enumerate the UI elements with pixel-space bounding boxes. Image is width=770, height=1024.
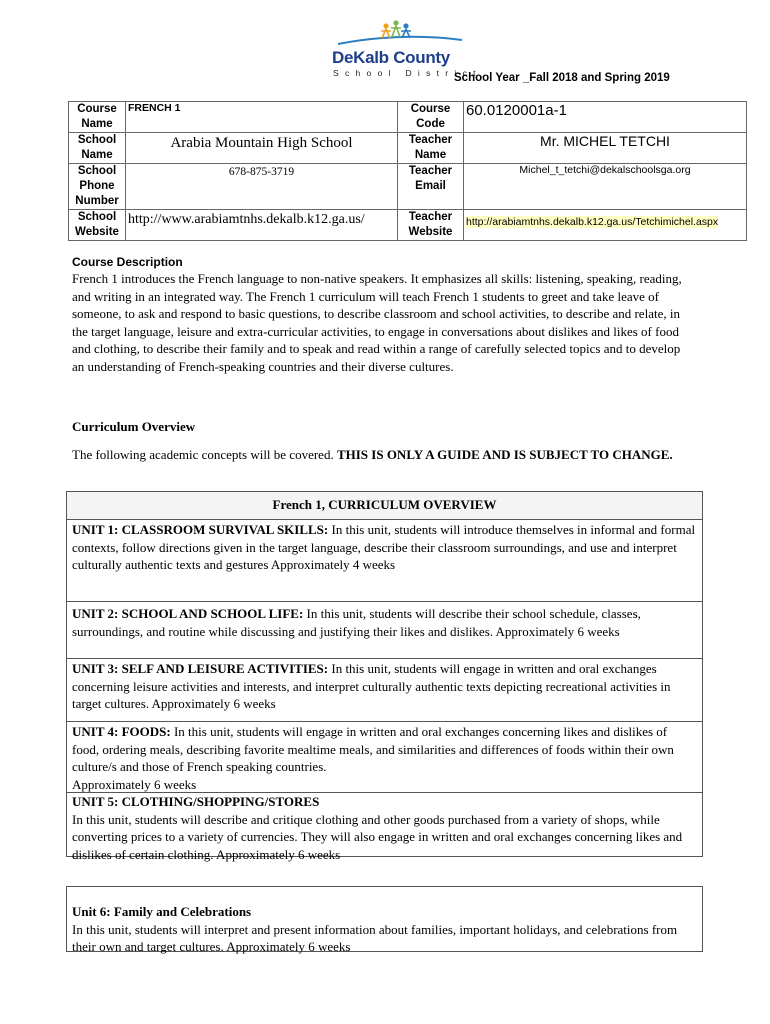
curriculum-overview-heading: Curriculum Overview — [72, 419, 196, 434]
unit-title: UNIT 4: FOODS: — [72, 724, 171, 739]
unit-row — [67, 601, 702, 658]
unit-6-box — [66, 886, 703, 952]
teacher-website-label: Teacher Website — [398, 210, 464, 241]
school-website-label: School Website — [69, 210, 126, 241]
school-phone: 678-875-3719 — [126, 164, 398, 210]
course-description-text: French 1 introduces the French language to non-native speakers. It emphasizes all skills: listening, speaking, reading, and writing in an integrated way. The French 1 curriculum will teach French 1 students to greet and take leave of someone, to ask and respond to basic questions, to describe classroom and school activities, to describe and relate, in the target language, leisure and extra-curricular activities, to engage in conversations about dislikes and likes of food and clothing, to describe their family and to speak and read within a range of carefully selected topics and to develop an understanding of French-speaking countries and their diverse cultures. — [72, 271, 682, 374]
unit-text: In this unit, students will describe and critique clothing and other goods purchased from a variety of shops, while converting prices to a variety of currencies. They will also engage in written and oral exchanges concerning likes and dislikes of certain clothing. Approximately 6 weeks — [72, 811, 683, 862]
course-code-label: Course Code — [398, 102, 464, 133]
course-name: FRENCH 1 — [126, 102, 398, 133]
unit-row — [67, 658, 702, 721]
course-description-heading: Course Description — [72, 255, 183, 269]
course-info-table — [68, 101, 747, 241]
school-year: School Year _Fall 2018 and Spring 2019 — [454, 72, 670, 84]
teacher-website-link[interactable]: http://arabiamtnhs.dekalb.k12.ga.us/Tetchimichel.aspx — [466, 216, 719, 228]
unit-title: UNIT 1: CLASSROOM SURVIVAL SKILLS: — [72, 522, 329, 537]
district-logo — [330, 18, 482, 80]
unit-text: In this unit, students will engage in written and oral exchanges concerning leisure activities and interests, and interpret culturally authentic texts depicting recreational activities in target cultures. Approximately 6 weeks — [72, 661, 671, 711]
logo-people-icon — [330, 18, 470, 48]
unit-text: In this unit, students will introduce themselves in informal and formal contexts, follow directions given in the target language, describe their classroom surroundings, and use and interpret culturally authentic texts and gestures Approximately 4 weeks — [72, 522, 696, 572]
unit-row — [67, 519, 702, 601]
teacher-email[interactable]: Michel_t_tetchi@dekalschoolsga.org — [464, 164, 747, 210]
intro-text: The following academic concepts will be covered. — [72, 447, 337, 462]
unit-title: Unit 6: Family and Celebrations — [72, 904, 252, 919]
curriculum-table-title: French 1, CURRICULUM OVERVIEW — [67, 492, 702, 519]
logo-subtitle: School District — [333, 68, 482, 78]
curriculum-table — [66, 491, 703, 862]
unit-row — [67, 792, 702, 862]
unit-text: In this unit, students will describe their school schedule, classes, surroundings, and routine while discussing and justifying their likes and dislikes. Approximately 6 weeks — [72, 606, 641, 639]
course-code: 60.0120001a-1 — [464, 102, 747, 133]
intro-disclaimer: THIS IS ONLY A GUIDE AND IS SUBJECT TO CHANGE. — [336, 447, 673, 462]
school-phone-label: School Phone Number — [69, 164, 126, 210]
course-name-label: Course Name — [69, 102, 126, 133]
teacher-name: Mr. MICHEL TETCHI — [464, 133, 747, 164]
unit-text: In this unit, students will engage in written and oral exchanges concerning likes and dislikes of food, ordering meals, describing favorite mealtime meals, and similarities and differences of foods within their own culture/s and those of French speaking countries. — [72, 724, 674, 774]
school-name: Arabia Mountain High School — [126, 133, 398, 164]
curriculum-overview-intro — [72, 446, 692, 464]
unit-duration: Approximately 6 weeks — [72, 776, 197, 792]
unit-text: In this unit, students will interpret and present information about families, important holidays, and celebrations from their own and target cultures. Approximately 6 weeks — [72, 921, 678, 954]
teacher-name-label: Teacher Name — [398, 133, 464, 164]
unit-title: UNIT 5: CLOTHING/SHOPPING/STORES — [72, 794, 320, 809]
logo-brand: DeKalb County — [332, 48, 450, 67]
unit-title: UNIT 3: SELF AND LEISURE ACTIVITIES: — [72, 661, 329, 676]
school-name-label: School Name — [69, 133, 126, 164]
teacher-email-label: Teacher Email — [398, 164, 464, 210]
unit-row — [67, 721, 702, 792]
school-website[interactable]: http://www.arabiamtnhs.dekalb.k12.ga.us/ — [126, 210, 398, 241]
unit-title: UNIT 2: SCHOOL AND SCHOOL LIFE: — [72, 606, 304, 621]
